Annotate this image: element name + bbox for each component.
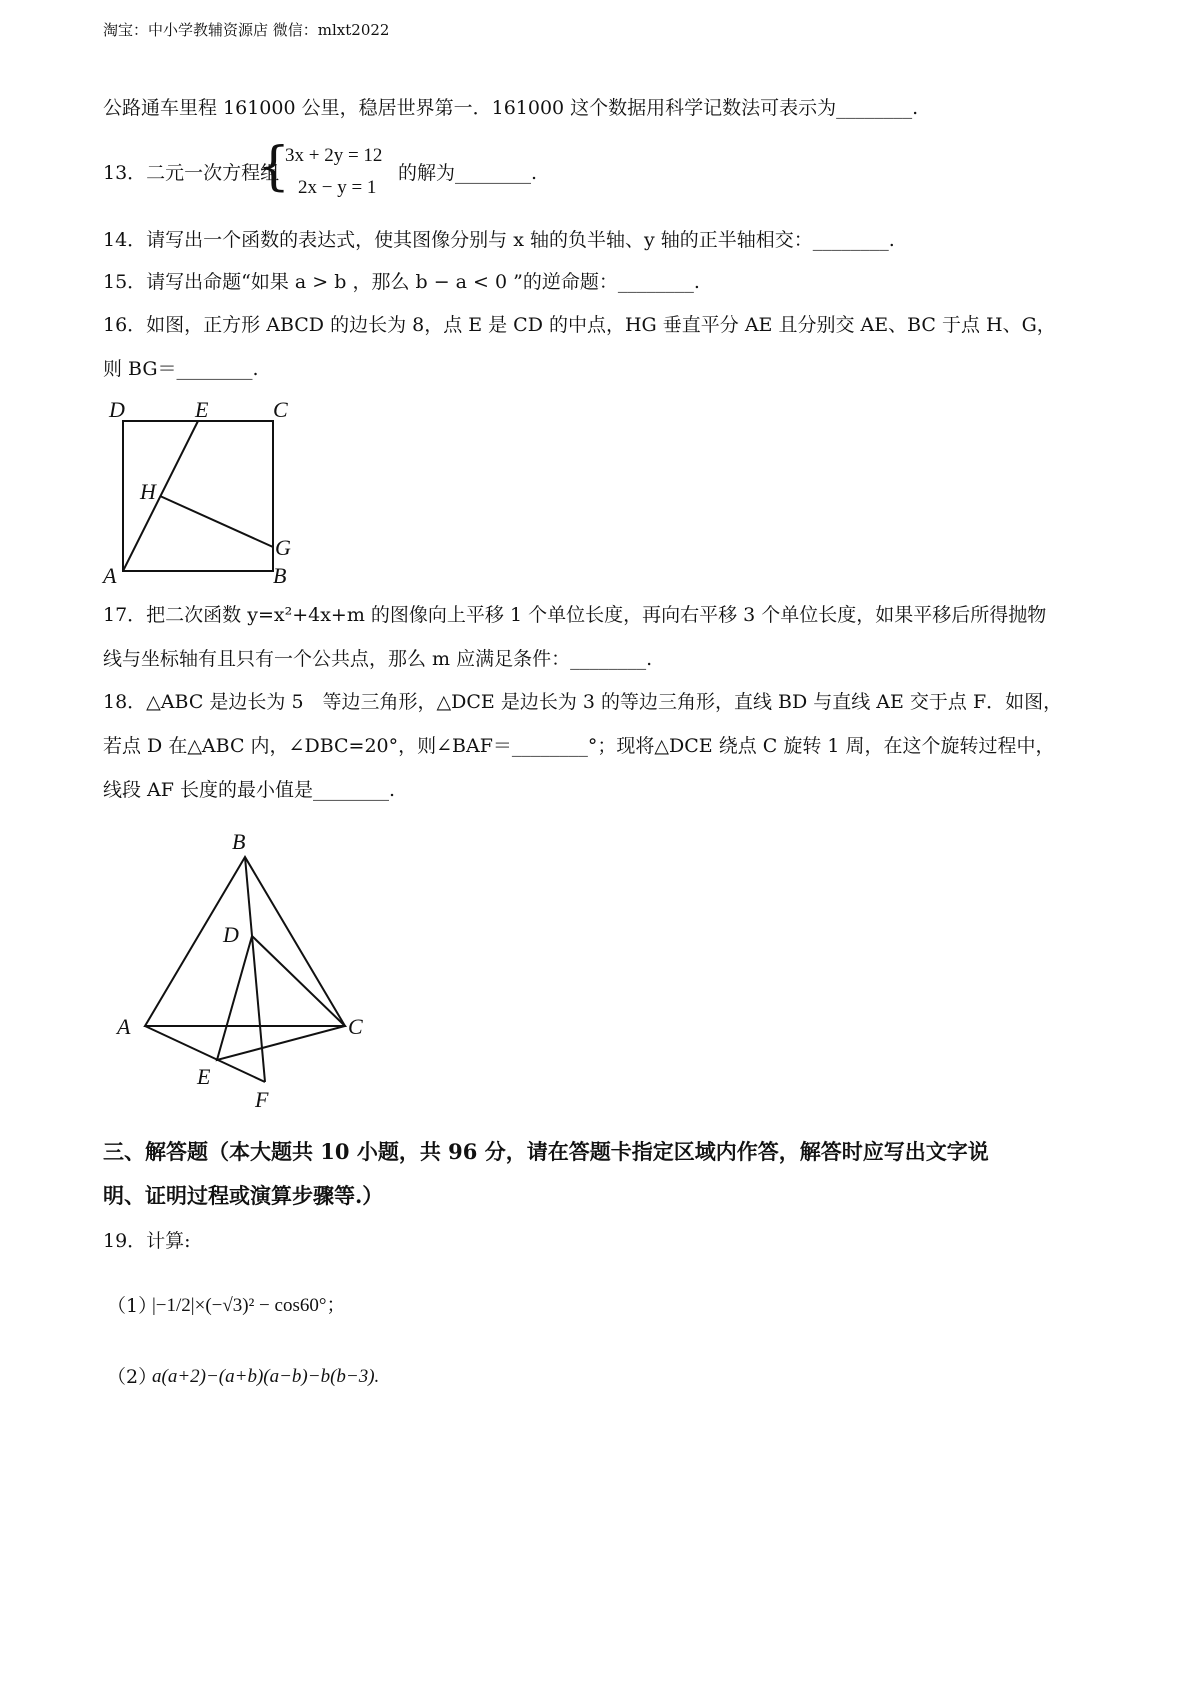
label-c: C bbox=[348, 1014, 363, 1039]
figure-triangles bbox=[105, 822, 385, 1117]
label-b: B bbox=[232, 829, 246, 854]
equation-system-brace: { bbox=[257, 137, 291, 197]
page-header: 淘宝：中小学教辅资源店 微信：mlxt2022 bbox=[103, 21, 390, 39]
question-17-line-2: 线与坐标轴有且只有一个公共点，那么 m 应满足条件：________. bbox=[103, 648, 653, 670]
question-14: 14．请写出一个函数的表达式，使其图像分别与 x 轴的负半轴、y 轴的正半轴相交：________. bbox=[103, 229, 895, 251]
question-18-line-1: 18．△ABC 是边长为 5 等边三角形，△DCE 是边长为 3 的等边三角形，直线 BD 与直线 AE 交于点 F．如图， bbox=[103, 691, 1063, 713]
question-19-part-2-expression: a(a+2)−(a+b)(a−b)−b(b−3). bbox=[152, 1366, 380, 1387]
label-h: H bbox=[140, 479, 156, 504]
question-19-part-1-expression: |−1/2|×(−√3)² − cos60°； bbox=[152, 1295, 346, 1316]
label-a: A bbox=[103, 563, 117, 588]
question-18-line-2: 若点 D 在△ABC 内，∠DBC=20°，则∠BAF＝________°；现将△DCE 绕点 C 旋转 1 周，在这个旋转过程中， bbox=[103, 735, 1055, 757]
equation-2: 2x − y = 1 bbox=[298, 177, 377, 198]
question-18-line-3: 线段 AF 长度的最小值是________. bbox=[103, 779, 396, 801]
line-bf bbox=[245, 857, 265, 1082]
label-f: F bbox=[255, 1087, 269, 1112]
label-a: A bbox=[117, 1014, 131, 1039]
question-15: 15．请写出命题“如果 a > b ，那么 b − a < 0 ”的逆命题：________. bbox=[103, 271, 700, 293]
equation-1: 3x + 2y = 12 bbox=[285, 145, 383, 166]
question-19-part-2-label: （2） bbox=[107, 1366, 158, 1388]
section-3-heading-line-1: 三、解答题（本大题共 10 小题，共 96 分，请在答题卡指定区域内作答，解答时应写出文字说 bbox=[103, 1139, 989, 1164]
label-e: E bbox=[195, 397, 209, 422]
question-13-suffix: 的解为________. bbox=[398, 162, 538, 184]
segment-hg bbox=[160, 496, 273, 547]
question-12-tail: 公路通车里程 161000 公里，稳居世界第一．161000 这个数据用科学记数法可表示为________. bbox=[103, 97, 919, 119]
figure-square-abcd bbox=[95, 395, 305, 590]
question-13-prefix: 13．二元一次方程组 bbox=[103, 162, 280, 184]
question-17-line-1: 17．把二次函数 y=x²+4x+m 的图像向上平移 1 个单位长度，再向右平移 3 个单位长度，如果平移后所得抛物 bbox=[103, 604, 1047, 626]
question-16-line-1: 16．如图，正方形 ABCD 的边长为 8，点 E 是 CD 的中点，HG 垂直平分 AE 且分别交 AE、BC 于点 H、G， bbox=[103, 314, 1056, 336]
question-19-title: 19．计算: bbox=[103, 1230, 191, 1252]
question-19-part-1-label: （1） bbox=[107, 1295, 158, 1317]
triangle-abc bbox=[145, 857, 345, 1026]
label-b: B bbox=[273, 563, 287, 588]
section-3-heading-line-2: 明、证明过程或演算步骤等.） bbox=[103, 1183, 384, 1208]
triangle-dce bbox=[217, 936, 345, 1060]
label-d: D bbox=[223, 922, 239, 947]
label-e: E bbox=[197, 1064, 211, 1089]
label-c: C bbox=[273, 397, 288, 422]
label-g: G bbox=[275, 535, 291, 560]
question-16-line-2: 则 BG＝________. bbox=[103, 358, 259, 380]
label-d: D bbox=[109, 397, 125, 422]
